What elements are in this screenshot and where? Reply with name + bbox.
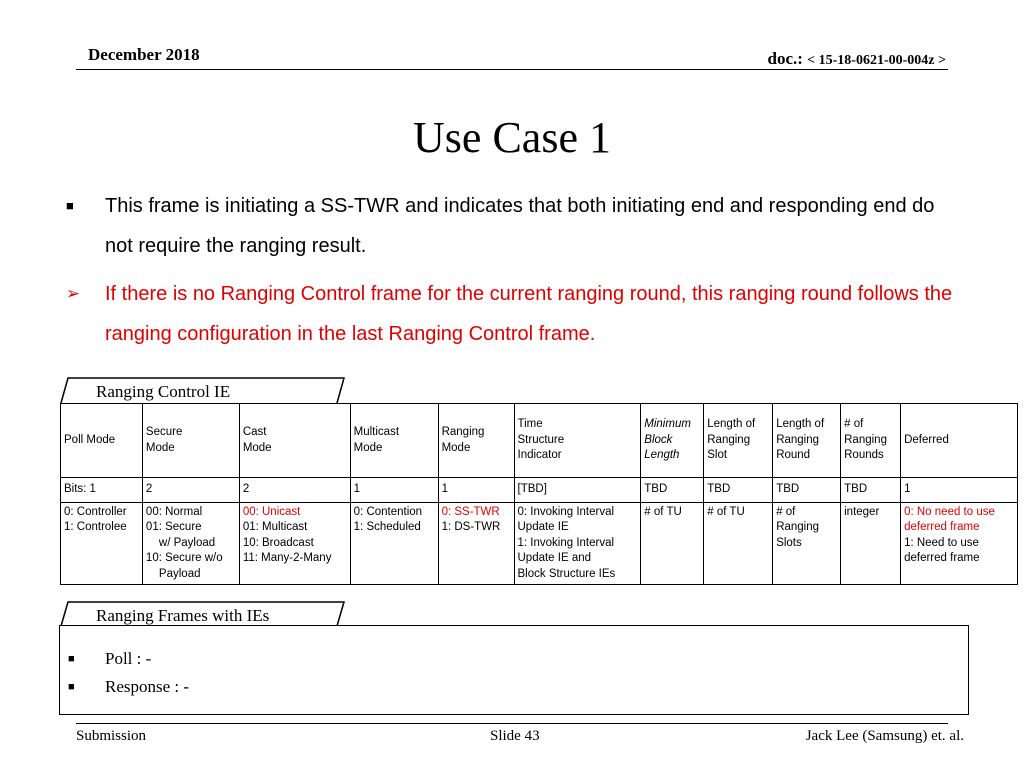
bits-cell: TBD xyxy=(773,478,841,503)
bullet-text: This frame is initiating a SS-TWR and indicates that both initiating end and responding end do not require the ranging result. xyxy=(105,195,935,257)
value-cell: # of TU xyxy=(641,503,704,585)
header-cell: Cast Mode xyxy=(239,404,350,478)
value-cell: 0: Contention 1: Scheduled xyxy=(350,503,438,585)
footer-author: Jack Lee (Samsung) et. al. xyxy=(805,728,964,744)
arrow-bullet-icon: ➢ xyxy=(66,284,81,303)
value-cell: 0: Controller 1: Controlee xyxy=(61,503,143,585)
value-cell: 0: No need to use deferred frame 1: Need to use deferred frame xyxy=(901,503,1018,585)
bits-cell: [TBD] xyxy=(514,478,641,503)
square-bullet-icon: ■ xyxy=(68,653,75,665)
doc-number: < 15-18-0621-00-004z > xyxy=(807,53,946,68)
ranging-control-ie-table xyxy=(60,403,1018,585)
ranging-frames-box xyxy=(59,625,969,715)
header-cell: Minimum Block Length xyxy=(641,404,704,478)
header-cell: Poll Mode xyxy=(61,404,143,478)
ranging-control-ie-label: Ranging Control IE xyxy=(96,382,231,401)
bullet-item xyxy=(66,186,966,266)
header-cell: Length of Ranging Slot xyxy=(704,404,773,478)
table-header-row xyxy=(61,404,1018,478)
value-cell: 00: Unicast 01: Multicast 10: Broadcast 11: Many-2-Many xyxy=(239,503,350,585)
bits-cell: 2 xyxy=(239,478,350,503)
header-cell: Secure Mode xyxy=(142,404,239,478)
footer-submission: Submission xyxy=(76,728,147,744)
bits-cell: Bits: 1 xyxy=(61,478,143,503)
value-cell: integer xyxy=(841,503,901,585)
bits-cell: 1 xyxy=(350,478,438,503)
bits-cell: TBD xyxy=(641,478,704,503)
header-doc-id xyxy=(768,49,947,69)
value-cell: 0: SS-TWR 1: DS-TWR xyxy=(438,503,514,585)
bullet-item-highlight xyxy=(66,274,966,354)
header-divider xyxy=(76,69,948,70)
bits-cell: 1 xyxy=(901,478,1018,503)
ranging-frames-label: Ranging Frames with IEs xyxy=(96,606,270,625)
header-cell: Deferred xyxy=(901,404,1018,478)
square-bullet-icon: ■ xyxy=(66,198,74,213)
table-values-row xyxy=(61,503,1018,585)
bits-cell: TBD xyxy=(841,478,901,503)
bullet-text: If there is no Ranging Control frame for the current ranging round, this ranging round follows the ranging configuration in the last Ranging Control frame. xyxy=(105,283,953,345)
bits-cell: TBD xyxy=(704,478,773,503)
value-cell: # of TU xyxy=(704,503,773,585)
frame-response: Response : - xyxy=(105,677,190,696)
square-bullet-icon: ■ xyxy=(68,681,75,693)
value-cell: 0: Invoking Interval Update IE 1: Invoking Interval Update IE and Block Structure IEs xyxy=(514,503,641,585)
bits-cell: 2 xyxy=(142,478,239,503)
value-cell: # of Ranging Slots xyxy=(773,503,841,585)
footer-slide-number: Slide 43 xyxy=(490,728,540,744)
header-cell: # of Ranging Rounds xyxy=(841,404,901,478)
header-date: December 2018 xyxy=(88,45,200,64)
header-cell: Time Structure Indicator xyxy=(514,404,641,478)
header-cell: Multicast Mode xyxy=(350,404,438,478)
doc-prefix: doc.: xyxy=(767,49,808,68)
slide-title: Use Case 1 xyxy=(413,113,611,162)
bits-cell: 1 xyxy=(438,478,514,503)
footer-divider xyxy=(76,723,948,724)
table-bits-row xyxy=(61,478,1018,503)
value-cell: 00: Normal 01: Secure w/ Payload 10: Secure w/o Payload xyxy=(142,503,239,585)
header-cell: Length of Ranging Round xyxy=(773,404,841,478)
header-cell: Ranging Mode xyxy=(438,404,514,478)
frame-poll: Poll : - xyxy=(105,649,152,668)
bullet-list xyxy=(66,186,966,362)
